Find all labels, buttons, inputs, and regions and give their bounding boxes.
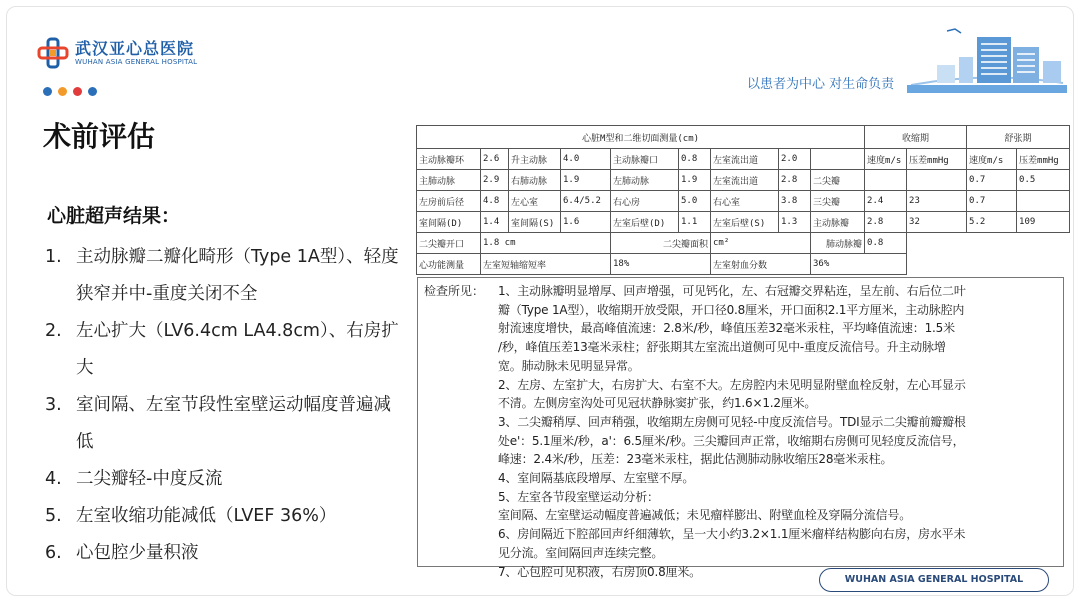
table-cell: [907, 170, 967, 191]
table-cell: 2.4: [865, 191, 907, 212]
exam-line: 2、左房、左室扩大，右房扩大、右室不大。左房腔内未见明显附壁血栓反射，左心耳显示: [498, 377, 966, 392]
table-cell: 右心房: [611, 191, 679, 212]
table-cell: 三尖瓣: [811, 191, 865, 212]
table-cell: 主动脉瓣环: [417, 149, 481, 170]
exam-findings-box: [417, 277, 1064, 579]
section-subtitle: 心脏超声结果：: [47, 205, 181, 227]
table-cell: 左心室: [509, 191, 561, 212]
table-cell: 左室流出道: [711, 149, 779, 170]
exam-line: 不清。左侧房室沟处可见冠状静脉窦扩张，约1.6×1.2厘米。: [498, 396, 817, 411]
exam-line: 3、二尖瓣稍厚、回声稍强，收缩期左房侧可见轻-中度反流信号。TDI显示二尖瓣前瓣瓣根: [498, 414, 966, 429]
list-text: 室间隔、左室节段性室壁运动幅度普遍减低: [76, 395, 391, 452]
mitral-area-label: 二尖瓣面积: [611, 233, 711, 254]
table-cell: 室间隔(D): [417, 212, 481, 233]
table-cell: [1017, 191, 1070, 212]
exam-line: 6、房间隔近下腔部回声纤细薄软，呈一大小约3.2×1.1厘米瘤样结构膨向右房，房水平未: [498, 527, 966, 542]
hospital-slogan: 以患者为中心 对生命负责: [747, 77, 895, 92]
table-header-row: [417, 126, 1070, 149]
table-cell: 主动脉瓣: [811, 212, 865, 233]
table-cell: 2.9: [481, 170, 509, 191]
list-number: 6.: [45, 543, 62, 563]
mitral-opening-label: 二尖瓣开口: [417, 233, 481, 254]
table-row: [417, 149, 1070, 170]
list-number: 2.: [45, 321, 62, 341]
list-number: 4.: [45, 469, 62, 489]
list-text: 左室收缩功能减低（LVEF 36%）: [76, 506, 337, 526]
table-cell: 左室后壁(D): [611, 212, 679, 233]
table-cell: 二尖瓣: [811, 170, 865, 191]
hospital-logo: [37, 37, 197, 69]
dot-4: [88, 87, 97, 96]
pulmonary-valve-value: 0.8: [865, 233, 907, 254]
table-row: [417, 254, 1070, 275]
table-cell: 左室流出道: [711, 170, 779, 191]
dot-1: [43, 87, 52, 96]
footer-hospital-badge: WUHAN ASIA GENERAL HOSPITAL: [819, 568, 1049, 592]
slide-frame: [6, 6, 1074, 596]
table-row: [417, 170, 1070, 191]
table-cell: 2.0: [779, 149, 811, 170]
hospital-cross-icon: [37, 37, 69, 69]
table-cell: 32: [907, 212, 967, 233]
table-cell: 6.4/5.2: [561, 191, 611, 212]
table-header-systolic: 收缩期: [865, 126, 967, 149]
ef-label: 左室射血分数: [711, 254, 811, 275]
table-row: [417, 212, 1070, 233]
table-cell: 0.7: [967, 170, 1017, 191]
mitral-opening-value: 1.8 cm: [481, 233, 611, 254]
findings-list: [45, 239, 405, 572]
list-item: [45, 239, 405, 313]
fs-value: 18%: [611, 254, 711, 275]
list-item: [45, 535, 405, 572]
table-cell: 5.0: [679, 191, 711, 212]
table-cell: 2.8: [779, 170, 811, 191]
decorative-dots: [43, 87, 97, 96]
table-cell: 左室后壁(S): [711, 212, 779, 233]
table-cell: 右心室: [711, 191, 779, 212]
dot-3: [73, 87, 82, 96]
table-cell: 4.0: [561, 149, 611, 170]
echo-measurement-table: [416, 125, 1070, 275]
page-title: 术前评估: [43, 120, 156, 153]
table-header-main: 心脏M型和二维切面测量(cm): [417, 126, 865, 149]
table-cell: 5.2: [967, 212, 1017, 233]
table-cell: [811, 149, 865, 170]
table-cell: 速度m/s: [865, 149, 907, 170]
list-text: 心包腔少量积液: [76, 543, 199, 563]
table-row: [417, 191, 1070, 212]
table-cell: [865, 170, 907, 191]
table-cell: 右肺动脉: [509, 170, 561, 191]
empty-cell: [907, 254, 1070, 275]
mitral-area-unit: cm²: [711, 233, 811, 254]
exam-line: 瓣（Type 1A型），收缩期开放受限，开口径0.8厘米，开口面积2.1平方厘米，主动脉腔内: [498, 302, 965, 317]
table-cell: 1.3: [779, 212, 811, 233]
table-cell: 左房前后径: [417, 191, 481, 212]
list-text: 主动脉瓣二瓣化畸形（Type 1A型）、轻度狭窄并中-重度关闭不全: [76, 247, 399, 304]
exam-line: 峰速：2.4米/秒，压差：23毫米汞柱，据此估测肺动脉收缩压28毫米汞柱。: [498, 452, 893, 467]
table-cell: 3.8: [779, 191, 811, 212]
table-cell: 109: [1017, 212, 1070, 233]
exam-line: 处e'：5.1厘米/秒，a'：6.5厘米/秒。三尖瓣回声正常，收缩期右房侧可见轻度反流信号，: [498, 433, 965, 448]
table-cell: 主肺动脉: [417, 170, 481, 191]
logo-english-name: WUHAN ASIA GENERAL HOSPITAL: [75, 57, 198, 66]
list-number: 3.: [45, 395, 62, 415]
list-item: [45, 461, 405, 498]
exam-line: /秒，峰值压差13毫米汞柱；舒张期其左室流出道侧可见中-重度反流信号。升主动脉增: [498, 340, 946, 355]
exam-line: 7、心包腔可见积液，右房顶0.8厘米。: [498, 564, 701, 579]
table-cell: 左肺动脉: [611, 170, 679, 191]
exam-text: [498, 282, 1061, 581]
exam-line: 见分流。室间隔回声连续完整。: [498, 545, 664, 560]
table-header-diastolic: 舒张期: [967, 126, 1070, 149]
exam-line: 宽。肺动脉未见明显异常。: [498, 358, 640, 373]
list-item: [45, 313, 405, 387]
table-cell: 1.1: [679, 212, 711, 233]
table-cell: 2.6: [481, 149, 509, 170]
exam-line: 1、主动脉瓣明显增厚、回声增强，可见钙化，左、右冠瓣交界粘连，呈左前、右后位二叶: [498, 284, 966, 298]
list-number: 5.: [45, 506, 62, 526]
table-cell: 2.8: [865, 212, 907, 233]
pulmonary-valve-label: 肺动脉瓣: [811, 233, 865, 254]
table-cell: 升主动脉: [509, 149, 561, 170]
list-number: 1.: [45, 247, 62, 267]
table-cell: 1.9: [679, 170, 711, 191]
table-cell: 0.8: [679, 149, 711, 170]
exam-label: 检查所见：: [424, 284, 485, 298]
dot-2: [58, 87, 67, 96]
fs-label: 左室短轴缩短率: [481, 254, 611, 275]
table-cell: 0.5: [1017, 170, 1070, 191]
table-row: [417, 233, 1070, 254]
list-item: [45, 498, 405, 535]
hospital-building-icon: [907, 21, 1067, 93]
ef-value: 36%: [811, 254, 907, 275]
table-cell: 23: [907, 191, 967, 212]
cardiac-function-label: 心功能测量: [417, 254, 481, 275]
table-cell: 室间隔(S): [509, 212, 561, 233]
table-cell: 主动脉瓣口: [611, 149, 679, 170]
table-cell: 1.4: [481, 212, 509, 233]
table-cell: 1.6: [561, 212, 611, 233]
table-cell: 速度m/s: [967, 149, 1017, 170]
logo-chinese-name: 武汉亚心总医院: [75, 38, 195, 58]
exam-line: 4、室间隔基底段增厚、左室壁不厚。: [498, 471, 695, 486]
table-cell: 压差mmHg: [907, 149, 967, 170]
table-cell: 1.9: [561, 170, 611, 191]
exam-line: 射流速度增快，最高峰值流速：2.8米/秒，峰值压差32毫米汞柱，平均峰值流速：1.5米: [498, 321, 955, 336]
empty-cell: [907, 233, 1070, 254]
list-item: [45, 387, 405, 461]
exam-line: 室间隔、左室壁运动幅度普遍减低；未见瘤样膨出、附壁血栓及穿隔分流信号。: [498, 508, 912, 523]
list-text: 二尖瓣轻-中度反流: [76, 469, 223, 489]
table-cell: 压差mmHg: [1017, 149, 1070, 170]
table-cell: 0.7: [967, 191, 1017, 212]
table-cell: 4.8: [481, 191, 509, 212]
exam-line: 5、左室各节段室壁运动分析：: [498, 489, 659, 504]
list-text: 左心扩大（LV6.4cm LA4.8cm）、右房扩大: [76, 321, 399, 378]
